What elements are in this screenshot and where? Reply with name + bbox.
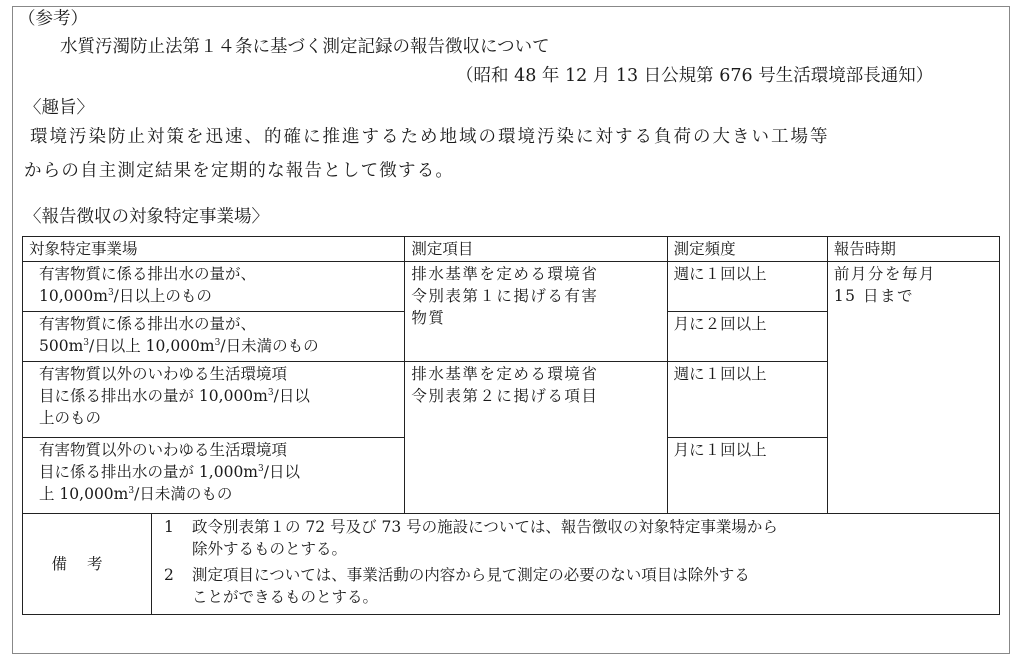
item-line: 令別表第１に掲げる有害 [411, 287, 599, 305]
facility-cell [23, 262, 405, 312]
header-measurement-item: 測定項目 [405, 237, 667, 262]
remark-number: 1 [164, 518, 174, 536]
header-facility: 対象特定事業場 [23, 237, 405, 262]
facility-text: 上 10,000m [39, 485, 129, 503]
facility-line [39, 483, 398, 505]
header-report-timing: 報告時期 [827, 237, 999, 262]
superscript: 3 [267, 387, 274, 398]
document-title: 水質汚濁防止法第１４条に基づく測定記録の報告徴収について [60, 37, 550, 57]
facility-line [39, 335, 398, 357]
facility-line: 上のもの [39, 409, 102, 427]
remark-item [164, 516, 778, 560]
facility-text: /日未満のもの [220, 337, 319, 355]
item-line: 排水基準を定める環境省 [411, 265, 599, 283]
facility-text: /日以 [263, 463, 300, 481]
facility-line: 有害物質に係る排出水の量が、 [39, 315, 257, 333]
superscript: 3 [214, 337, 221, 348]
item-line: 排水基準を定める環境省 [411, 365, 599, 383]
facility-text: /日以上のもの [113, 287, 212, 305]
facility-line [39, 385, 398, 407]
timing-line: 前月分を毎月 [833, 265, 936, 283]
purpose-label: 〈趣旨〉 [24, 98, 94, 118]
remark-text: 測定項目については、事業活動の内容から見て測定の必要のない項目は除外する [192, 566, 750, 584]
facility-cell [23, 438, 405, 514]
superscript: 3 [258, 463, 264, 474]
remarks-row [23, 514, 1000, 615]
table-row [23, 262, 1000, 312]
purpose-text-line1: 環境汚染防止対策を迅速、的確に推進するため地域の環境汚染に対する負荷の大きい工場等 [30, 127, 830, 147]
facility-text: /日以上 10,000m [89, 337, 215, 355]
timing-line: 15 日まで [833, 287, 914, 305]
remarks-split-cell [23, 514, 1000, 615]
header-frequency: 測定頻度 [667, 237, 827, 262]
facility-text: 目に係る排出水の量が 1,000m [39, 463, 258, 481]
facility-cell [23, 312, 405, 362]
item-line: 物質 [411, 309, 446, 327]
facility-line: 有害物質に係る排出水の量が、 [39, 265, 257, 283]
notice-reference: （昭和 48 年 12 月 13 日公規第 676 号生活環境部長通知） [456, 66, 934, 86]
remark-text: ことができるものとする。 [192, 588, 379, 606]
measurement-item-living-environment [405, 362, 667, 514]
reference-label: （参考） [18, 9, 88, 29]
remark-text: 政令別表第１の 72 号及び 73 号の施設については、報告徴収の対象特定事業場から [192, 518, 778, 536]
facility-text: /日以 [273, 387, 310, 405]
facility-line [39, 461, 398, 483]
facility-text: /日未満のもの [134, 485, 233, 503]
measurement-item-hazardous [405, 262, 667, 362]
report-targets-table [22, 236, 1000, 615]
superscript: 3 [128, 485, 135, 496]
facility-line [39, 285, 398, 307]
report-timing-cell [827, 262, 999, 514]
facility-text: 10,000m [39, 287, 108, 305]
facility-text: 500m [39, 337, 84, 355]
remarks-content [152, 514, 790, 614]
remark-item [164, 564, 778, 608]
frequency-cell: 月に２回以上 [667, 312, 827, 362]
facility-cell [23, 362, 405, 438]
facility-text: 目に係る排出水の量が 10,000m [39, 387, 268, 405]
superscript: 3 [107, 287, 114, 298]
frequency-cell: 週に１回以上 [667, 262, 827, 312]
item-line: 令別表第２に掲げる項目 [411, 387, 599, 405]
frequency-cell: 週に１回以上 [667, 362, 827, 438]
targets-label: 〈報告徴収の対象特定事業場〉 [24, 207, 269, 227]
facility-line: 有害物質以外のいわゆる生活環境項 [39, 365, 288, 383]
remark-text: 除外するものとする。 [192, 540, 348, 558]
purpose-text-line2: からの自主測定結果を定期的な報告として徴する。 [24, 161, 455, 181]
frequency-cell: 月に１回以上 [667, 438, 827, 514]
facility-line: 有害物質以外のいわゆる生活環境項 [39, 441, 288, 459]
table-header-row [23, 237, 1000, 262]
superscript: 3 [83, 337, 90, 348]
remarks-label: 備考 [23, 514, 152, 614]
remark-number: 2 [164, 566, 174, 584]
